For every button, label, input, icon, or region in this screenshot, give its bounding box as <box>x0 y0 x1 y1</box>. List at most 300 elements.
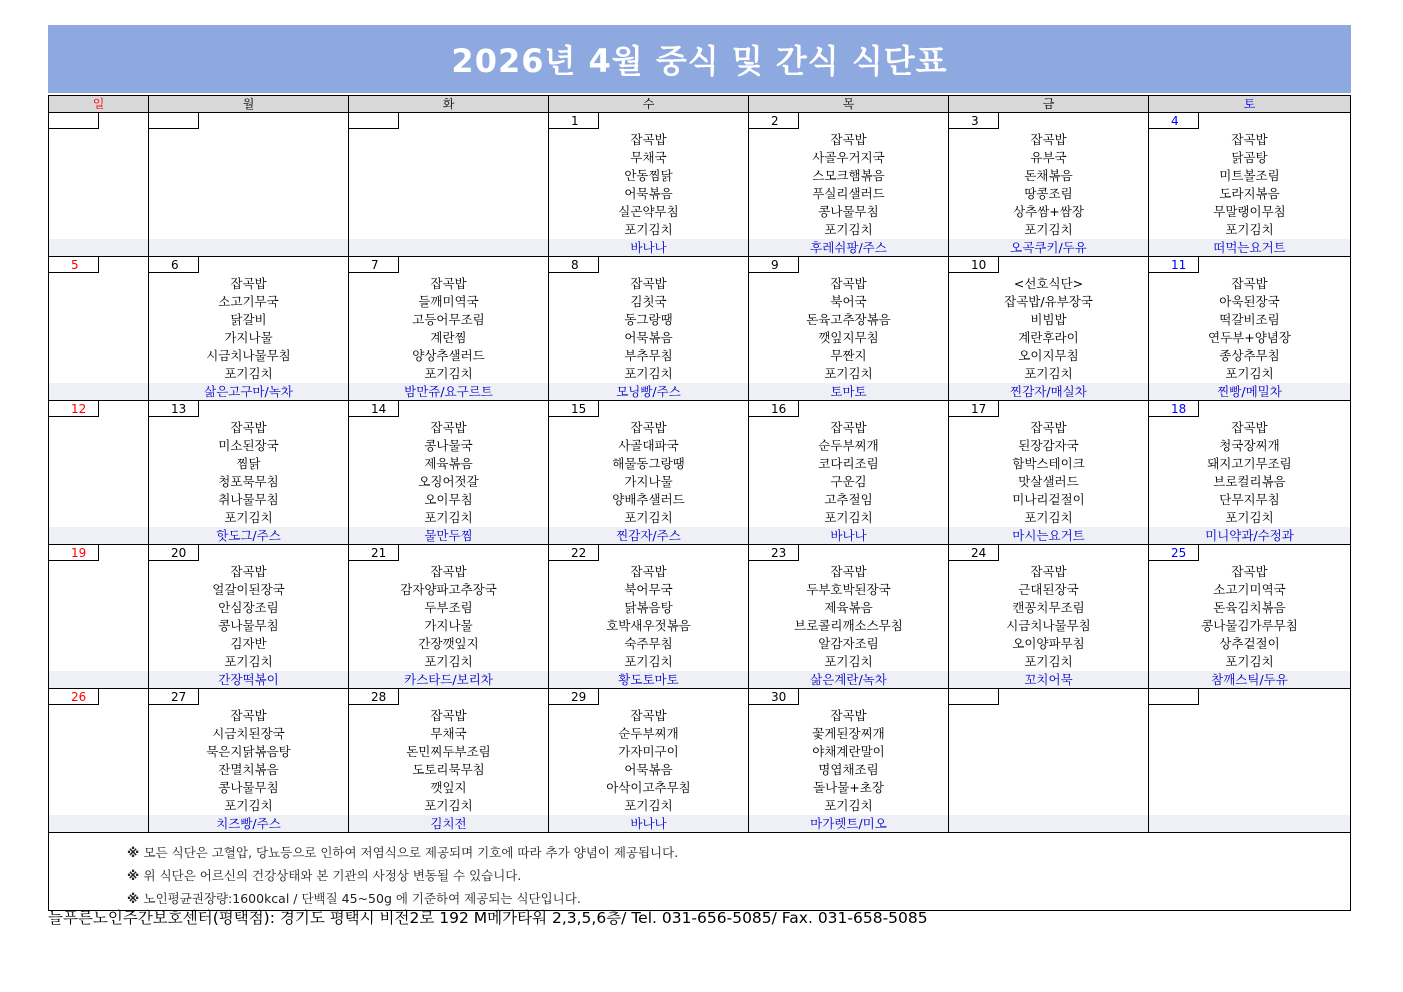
menu-item: 포기김치 <box>824 798 873 813</box>
weekday-header: 수 <box>549 96 749 113</box>
menu-item: 무짠지 <box>830 348 867 363</box>
menu-item: 된장감자국 <box>1018 438 1079 453</box>
lunch-menu <box>949 131 1148 239</box>
day-cell <box>149 545 349 689</box>
menu-item: 스모크햄볶음 <box>812 168 885 183</box>
menu-item: 야채계란말이 <box>812 744 885 759</box>
menu-item: 포기김치 <box>424 366 473 381</box>
notes-cell <box>49 833 1351 911</box>
menu-item: 포기김치 <box>1225 222 1274 237</box>
menu-item: 유부국 <box>1030 150 1067 165</box>
day-number <box>49 113 99 129</box>
day-cell <box>349 257 549 401</box>
lunch-menu <box>749 275 948 383</box>
menu-item: 가지나물 <box>624 474 673 489</box>
menu-item: 포기김치 <box>1024 510 1073 525</box>
menu-item: 제육볶음 <box>424 456 473 471</box>
snack-item: 핫도그/주스 <box>149 527 348 544</box>
snack-item: 바나나 <box>749 527 948 544</box>
menu-item: 오이무침 <box>424 492 473 507</box>
menu-item: 아삭이고추무침 <box>606 780 691 795</box>
snack-item: 찐감자/주스 <box>549 527 748 544</box>
menu-item: 잡곡밥 <box>1030 564 1067 579</box>
lunch-menu <box>1149 131 1350 239</box>
day-cell <box>149 689 349 833</box>
menu-item: 안동찜닭 <box>624 168 673 183</box>
menu-item: 포기김치 <box>824 510 873 525</box>
day-cell <box>549 113 749 257</box>
snack-item: 마가렛트/미오 <box>749 815 948 832</box>
menu-item: 잔멸치볶음 <box>218 762 279 777</box>
menu-item: 콩나물김가루무침 <box>1201 618 1298 633</box>
day-number: 29 <box>549 689 599 705</box>
menu-item: 부추무침 <box>624 348 673 363</box>
day-number <box>1149 689 1199 705</box>
menu-item: 포기김치 <box>224 798 273 813</box>
menu-item: 포기김치 <box>824 366 873 381</box>
menu-item: 순두부찌개 <box>818 438 879 453</box>
lunch-menu <box>149 419 348 527</box>
page-title: 2026년 4월 중식 및 간식 식단표 <box>451 42 948 80</box>
menu-item: 포기김치 <box>824 222 873 237</box>
menu-item: 잡곡밥 <box>1231 132 1268 147</box>
menu-item: 명엽채조림 <box>818 762 879 777</box>
menu-item: 포기김치 <box>624 798 673 813</box>
lunch-menu <box>749 563 948 671</box>
day-cell <box>49 401 149 545</box>
week-row <box>49 257 1351 401</box>
snack-item: 간장떡볶이 <box>149 671 348 688</box>
menu-item: 맛살샐러드 <box>1018 474 1079 489</box>
notes <box>49 833 1350 910</box>
menu-item: 잡곡밥 <box>1030 420 1067 435</box>
menu-item: 어묵볶음 <box>624 330 673 345</box>
snack-item <box>49 239 148 256</box>
menu-item: 잡곡밥 <box>830 708 867 723</box>
menu-item: 미나리겉절이 <box>1012 492 1085 507</box>
snack-item: 오곡쿠키/두유 <box>949 239 1148 256</box>
snack-item: 치즈빵/주스 <box>149 815 348 832</box>
day-cell <box>1149 545 1351 689</box>
menu-item: 단무지무침 <box>1219 492 1280 507</box>
menu-item: 잡곡밥 <box>630 276 667 291</box>
menu-item: 포기김치 <box>1225 366 1274 381</box>
menu-item: 호박새우젓볶음 <box>606 618 691 633</box>
menu-item: 포기김치 <box>1024 366 1073 381</box>
menu-item: 캔꽁치무조림 <box>1012 600 1085 615</box>
menu-item: 떡갈비조림 <box>1219 312 1280 327</box>
weekday-header: 화 <box>349 96 549 113</box>
center-contact-footer: 늘푸른노인주간보호센터(평택점): 경기도 평택시 비전2로 192 M메가타워 2,3,5,6층/ Tel. 031-656-5085/ Fax. 031-658-5085 <box>48 909 928 927</box>
lunch-menu <box>149 275 348 383</box>
week-row <box>49 689 1351 833</box>
menu-item: 아욱된장국 <box>1219 294 1280 309</box>
lunch-menu <box>949 563 1148 671</box>
menu-item: 계란찜 <box>430 330 467 345</box>
menu-item: 상추겉절이 <box>1219 636 1280 651</box>
snack-item: 삶은고구마/녹차 <box>149 383 348 400</box>
menu-item: 깻잎지 <box>430 780 467 795</box>
notes-row <box>49 833 1351 911</box>
menu-item: 미소된장국 <box>218 438 279 453</box>
menu-item: 포기김치 <box>1225 654 1274 669</box>
menu-item: 구운김 <box>830 474 867 489</box>
menu-item: 포기김치 <box>1225 510 1274 525</box>
menu-item: 함박스테이크 <box>1012 456 1085 471</box>
day-cell <box>549 689 749 833</box>
menu-item: 잡곡밥 <box>430 420 467 435</box>
day-cell <box>749 401 949 545</box>
menu-item: 닭갈비 <box>230 312 267 327</box>
menu-item: 포기김치 <box>624 510 673 525</box>
menu-item: 잡곡밥 <box>830 564 867 579</box>
lunch-menu <box>1149 419 1350 527</box>
day-cell <box>1149 689 1351 833</box>
snack-item: 찐감자/매실차 <box>949 383 1148 400</box>
day-cell <box>49 545 149 689</box>
menu-item: 얼갈이된장국 <box>212 582 285 597</box>
menu-item: 코다리조림 <box>818 456 879 471</box>
snack-item <box>349 239 548 256</box>
menu-item: 두부조림 <box>424 600 473 615</box>
day-number: 4 <box>1149 113 1199 129</box>
menu-item: 돈채볶음 <box>1024 168 1073 183</box>
lunch-menu <box>349 563 548 671</box>
snack-item: 미니약과/수정과 <box>1149 527 1350 544</box>
menu-item: 어묵볶음 <box>624 762 673 777</box>
menu-calendar <box>48 95 1351 911</box>
lunch-menu <box>149 563 348 671</box>
day-number: 3 <box>949 113 999 129</box>
lunch-menu <box>1149 563 1350 671</box>
menu-item: 어묵볶음 <box>624 186 673 201</box>
day-number: 22 <box>549 545 599 561</box>
menu-item: 무채국 <box>630 150 667 165</box>
day-number: 10 <box>949 257 999 273</box>
menu-item: 잡곡밥 <box>1231 276 1268 291</box>
lunch-menu <box>149 707 348 815</box>
day-cell <box>49 257 149 401</box>
menu-item: 잡곡밥 <box>630 420 667 435</box>
day-cell <box>1149 257 1351 401</box>
menu-item: 돼지고기무조림 <box>1207 456 1292 471</box>
day-number: 21 <box>349 545 399 561</box>
menu-item: 포기김치 <box>424 654 473 669</box>
lunch-menu <box>749 131 948 239</box>
weekday-header: 토 <box>1149 96 1351 113</box>
menu-item: 청포묵무침 <box>218 474 279 489</box>
day-number: 14 <box>349 401 399 417</box>
menu-item: 포기김치 <box>1024 654 1073 669</box>
day-number: 7 <box>349 257 399 273</box>
day-cell <box>49 113 149 257</box>
menu-item: 깻잎지무침 <box>818 330 879 345</box>
menu-item: 땅콩조림 <box>1024 186 1073 201</box>
menu-item: 시금치된장국 <box>212 726 285 741</box>
menu-item: 포기김치 <box>424 798 473 813</box>
menu-item: 오이지무침 <box>1018 348 1079 363</box>
snack-item: 황도토마토 <box>549 671 748 688</box>
snack-item <box>49 527 148 544</box>
menu-item: 시금치나물무침 <box>206 348 291 363</box>
menu-item: 콩나물무침 <box>218 618 279 633</box>
menu-item: 잡곡밥 <box>230 708 267 723</box>
day-cell <box>949 113 1149 257</box>
menu-item: 포기김치 <box>224 510 273 525</box>
day-cell <box>549 401 749 545</box>
menu-item: 잡곡밥 <box>630 708 667 723</box>
day-number <box>949 689 999 705</box>
day-number: 15 <box>549 401 599 417</box>
week-row <box>49 545 1351 689</box>
menu-item: 제육볶음 <box>824 600 873 615</box>
day-cell <box>1149 401 1351 545</box>
menu-item: 해물동그랑땡 <box>612 456 685 471</box>
day-cell <box>949 689 1149 833</box>
day-cell <box>549 257 749 401</box>
menu-item: 양배추샐러드 <box>612 492 685 507</box>
day-number: 6 <box>149 257 199 273</box>
menu-item: 잡곡밥 <box>830 420 867 435</box>
weekday-header: 월 <box>149 96 349 113</box>
menu-item: 숙주무침 <box>624 636 673 651</box>
lunch-menu <box>349 419 548 527</box>
menu-item: 묵은지닭볶음탕 <box>206 744 291 759</box>
menu-item: 사골대파국 <box>618 438 679 453</box>
snack-item: 마시는요거트 <box>949 527 1148 544</box>
lunch-menu <box>549 275 748 383</box>
weekday-header: 목 <box>749 96 949 113</box>
day-number: 1 <box>549 113 599 129</box>
menu-item: 잡곡밥 <box>1231 564 1268 579</box>
menu-item: 가지나물 <box>224 330 273 345</box>
day-cell <box>949 401 1149 545</box>
menu-item: 포기김치 <box>824 654 873 669</box>
snack-item: 찐빵/메밀차 <box>1149 383 1350 400</box>
menu-item: 북어국 <box>830 294 867 309</box>
day-cell <box>349 689 549 833</box>
menu-item: 잡곡밥 <box>630 564 667 579</box>
day-cell <box>749 113 949 257</box>
lunch-menu <box>949 275 1148 383</box>
day-number: 18 <box>1149 401 1199 417</box>
day-number: 28 <box>349 689 399 705</box>
day-cell <box>949 545 1149 689</box>
snack-item: 꼬치어묵 <box>949 671 1148 688</box>
day-number <box>149 113 199 129</box>
menu-item: 안심장조림 <box>218 600 279 615</box>
menu-item: 잡곡밥 <box>1231 420 1268 435</box>
menu-item: 포기김치 <box>624 222 673 237</box>
menu-item: 김자반 <box>230 636 267 651</box>
menu-item: 콩나물국 <box>424 438 473 453</box>
week-row <box>49 113 1351 257</box>
menu-item: 미트볼조림 <box>1219 168 1280 183</box>
menu-item: 계란후라이 <box>1018 330 1079 345</box>
weekday-header: 일 <box>49 96 149 113</box>
snack-item <box>49 671 148 688</box>
menu-item: 무채국 <box>430 726 467 741</box>
day-cell <box>149 401 349 545</box>
menu-item: 포기김치 <box>224 366 273 381</box>
day-number: 26 <box>49 689 99 705</box>
menu-item: 오이양파무침 <box>1012 636 1085 651</box>
menu-item: 도토리묵무침 <box>412 762 485 777</box>
snack-item <box>1149 815 1350 832</box>
menu-item: 브로콜리깨소스무침 <box>794 618 903 633</box>
menu-item: 연두부+양념장 <box>1208 330 1291 345</box>
menu-item: 푸실리샐러드 <box>812 186 885 201</box>
menu-item: 실곤약무침 <box>618 204 679 219</box>
snack-item: 삶은계란/녹차 <box>749 671 948 688</box>
menu-item: 잡곡밥 <box>1030 132 1067 147</box>
snack-item <box>949 815 1148 832</box>
day-number: 30 <box>749 689 799 705</box>
menu-item: 돌나물+초장 <box>813 780 884 795</box>
menu-item: 고등어무조림 <box>412 312 485 327</box>
menu-item: 잡곡밥 <box>430 564 467 579</box>
snack-item: 김치전 <box>349 815 548 832</box>
menu-item: 콩나물무침 <box>818 204 879 219</box>
snack-item: 토마토 <box>749 383 948 400</box>
menu-item: 알감자조림 <box>818 636 879 651</box>
snack-item: 바나나 <box>549 815 748 832</box>
day-number: 5 <box>49 257 99 273</box>
snack-item <box>149 239 348 256</box>
day-number: 24 <box>949 545 999 561</box>
menu-item: 북어무국 <box>624 582 673 597</box>
day-number: 27 <box>149 689 199 705</box>
note-line: ※ 노인평균권장량:1600kcal / 단백질 45~50g 에 기준하여 제공되는 식단입니다. <box>127 887 1350 910</box>
snack-item <box>49 815 148 832</box>
menu-item: 포기김치 <box>1024 222 1073 237</box>
lunch-menu <box>549 419 748 527</box>
day-number: 2 <box>749 113 799 129</box>
menu-item: 잡곡밥 <box>630 132 667 147</box>
menu-item: 브로컬리볶음 <box>1213 474 1286 489</box>
lunch-menu <box>349 707 548 815</box>
menu-item: 돈육김치볶음 <box>1213 600 1286 615</box>
note-line: ※ 모든 식단은 고혈압, 당뇨등으로 인하여 저염식으로 제공되며 기호에 따라 추가 양념이 제공됩니다. <box>127 841 1350 864</box>
menu-item: 잡곡밥 <box>230 420 267 435</box>
day-number: 11 <box>1149 257 1199 273</box>
menu-item: 닭곰탕 <box>1231 150 1268 165</box>
menu-item: 잡곡밥 <box>830 276 867 291</box>
snack-item: 모닝빵/주스 <box>549 383 748 400</box>
menu-item: 고추절임 <box>824 492 873 507</box>
menu-item: 가지나물 <box>424 618 473 633</box>
snack-item <box>49 383 148 400</box>
day-cell <box>349 401 549 545</box>
week-row <box>49 401 1351 545</box>
day-number: 16 <box>749 401 799 417</box>
weekday-header-row <box>49 96 1351 113</box>
menu-item: 포기김치 <box>424 510 473 525</box>
weekday-header: 금 <box>949 96 1149 113</box>
day-number: 12 <box>49 401 99 417</box>
menu-item: <선호식단> <box>1013 276 1084 291</box>
menu-item: 두부호박된장국 <box>806 582 891 597</box>
title-banner <box>48 25 1351 93</box>
lunch-menu <box>949 419 1148 527</box>
menu-item: 양상추샐러드 <box>412 348 485 363</box>
menu-item: 오징어젓갈 <box>418 474 479 489</box>
day-cell <box>349 545 549 689</box>
day-cell <box>1149 113 1351 257</box>
menu-item: 종상추무침 <box>1219 348 1280 363</box>
menu-item: 도라지볶음 <box>1219 186 1280 201</box>
menu-item: 무말랭이무침 <box>1213 204 1286 219</box>
day-number: 23 <box>749 545 799 561</box>
lunch-menu <box>549 707 748 815</box>
menu-item: 소고기무국 <box>218 294 279 309</box>
day-number: 8 <box>549 257 599 273</box>
snack-item: 떠먹는요거트 <box>1149 239 1350 256</box>
menu-item: 들깨미역국 <box>418 294 479 309</box>
snack-item: 물만두찜 <box>349 527 548 544</box>
day-number: 9 <box>749 257 799 273</box>
day-cell <box>49 689 149 833</box>
menu-item: 취나물무침 <box>218 492 279 507</box>
snack-item: 후레쉬팡/주스 <box>749 239 948 256</box>
menu-item: 상추쌈+쌈장 <box>1013 204 1084 219</box>
note-line: ※ 위 식단은 어르신의 건강상태와 본 기관의 사정상 변동될 수 있습니다. <box>127 864 1350 887</box>
menu-item: 콩나물무침 <box>218 780 279 795</box>
lunch-menu <box>1149 275 1350 383</box>
menu-item: 돈민찌두부조림 <box>406 744 491 759</box>
day-number: 25 <box>1149 545 1199 561</box>
menu-item: 근대된장국 <box>1018 582 1079 597</box>
snack-item: 바나나 <box>549 239 748 256</box>
menu-item: 소고기미역국 <box>1213 582 1286 597</box>
lunch-menu <box>549 563 748 671</box>
day-cell <box>749 257 949 401</box>
day-number <box>349 113 399 129</box>
menu-item: 포기김치 <box>624 654 673 669</box>
day-cell <box>749 545 949 689</box>
day-number: 19 <box>49 545 99 561</box>
day-cell <box>149 113 349 257</box>
menu-item: 비빔밥 <box>1030 312 1067 327</box>
menu-item: 잡곡밥 <box>230 564 267 579</box>
menu-item: 돈육고추장볶음 <box>806 312 891 327</box>
day-cell <box>149 257 349 401</box>
menu-item: 포기김치 <box>624 366 673 381</box>
lunch-menu <box>349 275 548 383</box>
day-cell <box>549 545 749 689</box>
day-number: 20 <box>149 545 199 561</box>
menu-item: 가자미구이 <box>618 744 679 759</box>
menu-item: 순두부찌개 <box>618 726 679 741</box>
menu-item: 동그랑땡 <box>624 312 673 327</box>
day-number: 13 <box>149 401 199 417</box>
calendar-body <box>49 113 1351 833</box>
menu-item: 닭볶음탕 <box>624 600 673 615</box>
lunch-menu <box>749 419 948 527</box>
day-cell <box>749 689 949 833</box>
menu-item: 잡곡밥 <box>430 708 467 723</box>
menu-item: 간장깻잎지 <box>418 636 479 651</box>
lunch-menu <box>749 707 948 815</box>
menu-item: 감자양파고추장국 <box>400 582 497 597</box>
day-number: 17 <box>949 401 999 417</box>
day-cell <box>949 257 1149 401</box>
menu-item: 꽃게된장찌개 <box>812 726 885 741</box>
menu-item: 포기김치 <box>224 654 273 669</box>
snack-item: 카스타드/보리차 <box>349 671 548 688</box>
snack-item: 참깨스틱/두유 <box>1149 671 1350 688</box>
menu-item: 청국장찌개 <box>1219 438 1280 453</box>
